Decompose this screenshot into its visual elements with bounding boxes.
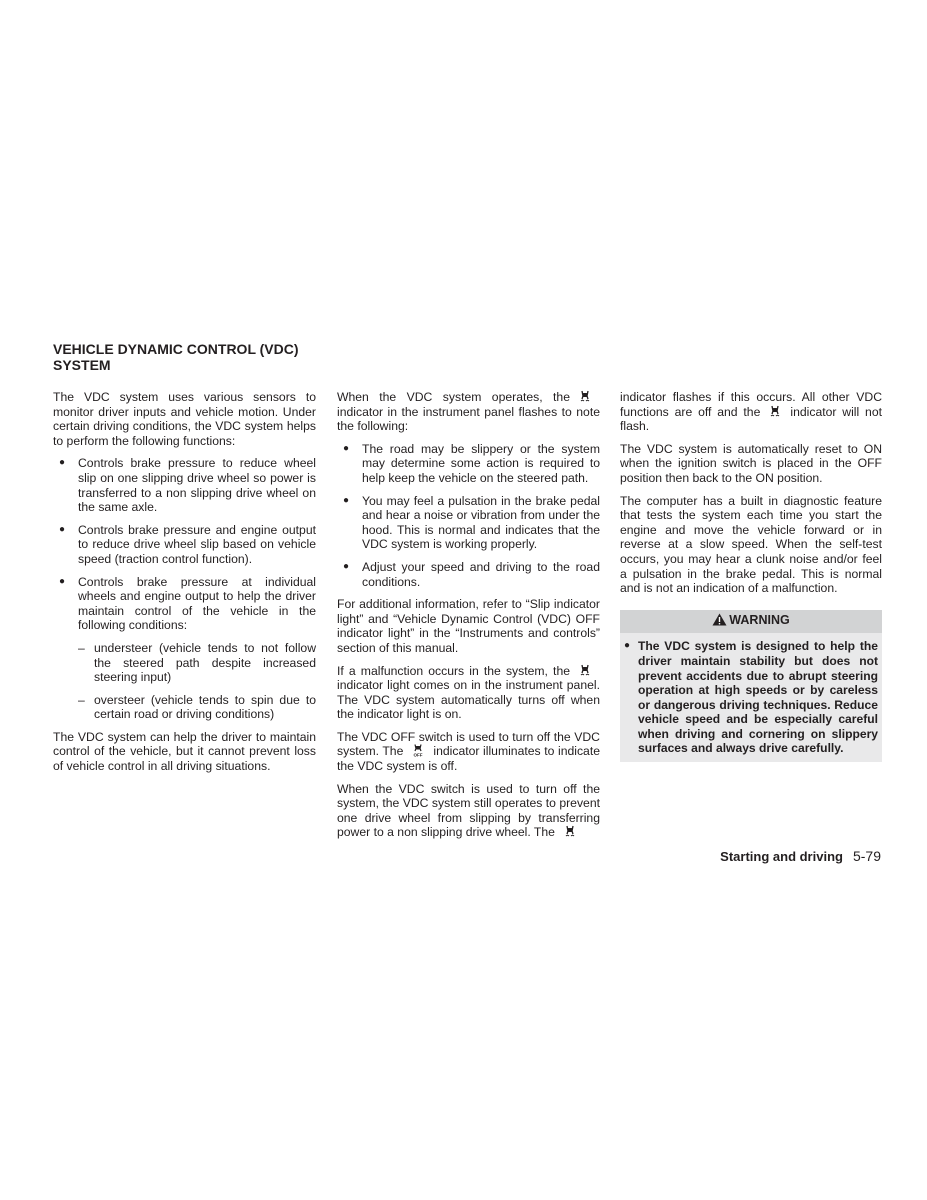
list-item: ● Adjust your speed and driving to the road conditions.	[337, 560, 600, 589]
list-item: ● You may feel a pulsation in the brake pedal and hear a noise or vibration from under the hood. This is normal and indicates that the VDC system is working properly.	[337, 494, 600, 552]
warning-title: WARNING	[729, 612, 790, 627]
footer-section-title: Starting and driving	[720, 849, 843, 864]
page-footer	[720, 848, 881, 865]
slip-indicator-icon	[565, 825, 575, 838]
paragraph: The VDC system is automatically reset to ON when the ignition switch is placed in the OFF position then back to the ON position.	[620, 441, 882, 485]
list-item: – understeer (vehicle tends to not follow the steered path despite increased steering input)	[78, 641, 316, 685]
paragraph-text: The VDC OFF switch is used to turn off the VDC system. The	[337, 729, 600, 759]
paragraph: The computer has a built in diagnostic feature that tests the system each time you start the engine and move the vehicle forward or in reverse at a slow speed. When the self-test occurs, you may hear a clunk noise and/or feel a pulsation in the brake pedal. This is normal and is not an indication of a malfunction.	[620, 493, 882, 596]
paragraph-text: indicator flashes if this occurs. All other VDC functions are off and the	[620, 390, 882, 419]
list-item-text: Controls brake pressure at individual wheels and engine output to help the driver maintain control of the vehicle in the following conditions:	[78, 574, 316, 633]
column-1	[53, 390, 316, 782]
paragraph: For additional information, refer to “Slip indicator light” and “Vehicle Dynamic Control (VDC) OFF indicator light” in the “Instruments and controls” section of this manual.	[337, 597, 600, 655]
paragraph	[337, 664, 600, 722]
paragraph	[620, 390, 882, 434]
slip-indicator-icon	[770, 405, 780, 418]
list-item: ● The road may be slippery or the system may determine some action is required to help keep the vehicle on the steered path.	[337, 442, 600, 486]
paragraph-text: indicator illuminates to indicate the VDC system is off.	[337, 744, 600, 774]
paragraph-text: When the VDC switch is used to turn off the system, the VDC system still operates to prevent one drive wheel from slipping by transferring power to a non slipping drive wheel. The	[337, 781, 600, 840]
page-number: 5-79	[852, 848, 881, 864]
paragraph	[337, 730, 600, 774]
column-3	[620, 390, 882, 762]
vdc-off-indicator-icon	[413, 744, 423, 757]
warning-box	[620, 610, 882, 762]
paragraph-text: When the VDC system operates, the	[337, 390, 570, 404]
warning-text: ● The VDC system is designed to help the driver maintain stability but does not prevent accidents due to abrupt steering operation at high speeds or by careless or dangerous driving techniques. Reduce vehicle speed and be especially careful when driving and cornering on slippery surfaces and always drive carefully.	[620, 633, 882, 762]
paragraph-text: indicator will not flash.	[620, 404, 882, 434]
indicator-notes-list	[337, 442, 600, 589]
functions-list	[53, 456, 316, 722]
list-item	[53, 575, 316, 722]
slip-indicator-icon	[580, 664, 590, 677]
conditions-list	[78, 641, 316, 722]
paragraph-text: indicator light comes on in the instrument panel. The VDC system automatically turns off when the indicator light is on.	[337, 678, 600, 722]
paragraph-text: If a malfunction occurs in the system, the	[337, 663, 570, 678]
section-title: VEHICLE DYNAMIC CONTROL (VDC) SYSTEM	[53, 341, 299, 373]
list-item: ● Controls brake pressure to reduce wheel slip on one slipping drive wheel so power is transferred to a non slipping drive wheel on the same axle.	[53, 456, 316, 514]
column-2	[337, 390, 600, 848]
outro-paragraph: The VDC system can help the driver to maintain control of the vehicle, but it cannot prevent loss of vehicle control in all driving situations.	[53, 729, 316, 774]
slip-indicator-icon	[580, 390, 590, 403]
list-item: ● Controls brake pressure and engine output to reduce drive wheel slip based on vehicle speed (traction control function).	[53, 523, 316, 567]
intro-paragraph: The VDC system uses various sensors to monitor driver inputs and vehicle motion. Under certain driving conditions, the VDC system helps to perform the following functions:	[53, 390, 316, 448]
paragraph	[337, 390, 600, 434]
warning-header	[620, 610, 882, 634]
paragraph-text: indicator in the instrument panel flashes to note the following:	[337, 404, 600, 434]
svg-text:OFF: OFF	[413, 752, 423, 758]
paragraph	[337, 782, 600, 840]
list-item: – oversteer (vehicle tends to spin due to certain road or driving conditions)	[78, 693, 316, 722]
warning-triangle-icon	[712, 613, 727, 630]
